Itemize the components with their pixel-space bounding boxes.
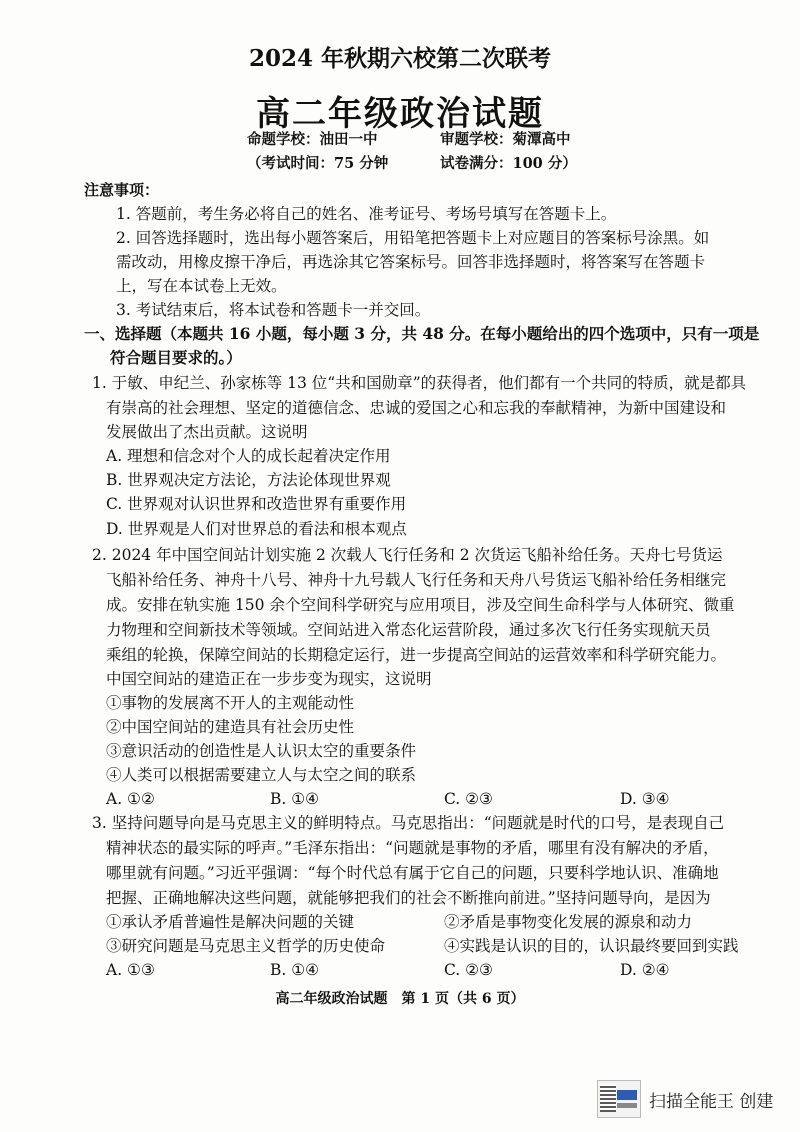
section-heading: 一、选择题（本题共 16 小题，每小题 3 分，共 48 分。在每小题给出的四个选项中，只有一项是 xyxy=(84,324,760,343)
question-2-text: 力物理和空间新技术等领域。空间站进入常态化运营阶段，通过多次飞行任务实现航天员 xyxy=(106,621,711,639)
question-3-text: 3. 坚持问题导向是马克思主义的鲜明特点。马克思指出：“问题就是时代的口号，是表现自己 xyxy=(92,814,725,832)
scanner-app-icon xyxy=(597,1080,641,1118)
question-2-statement-1: ①事物的发展离不开人的主观能动性 xyxy=(106,694,355,712)
question-1-option-c: C. 世界观对认识世界和改造世界有重要作用 xyxy=(106,495,407,513)
question-3-text: 哪里就有问题。”习近平强调：“每个时代总有属于它自己的问题，只要科学地认识、准确地 xyxy=(106,864,719,882)
question-2-option-a: A. ①② xyxy=(106,790,155,808)
exam-duration: （考试时间：75 分钟 xyxy=(247,155,389,172)
question-1-text: 发展做出了杰出贡献。这说明 xyxy=(106,423,308,441)
question-2-text: 乘组的轮换，保障空间站的长期稳定运行，进一步提高空间站的运营效率和科学研究能力。 xyxy=(106,646,727,664)
question-2-statement-2: ②中国空间站的建造具有社会历史性 xyxy=(106,718,355,736)
reviewer-school: 审题学校：菊潭高中 xyxy=(440,131,571,148)
question-2-option-b: B. ①④ xyxy=(270,790,320,808)
page-footer: 高二年级政治试题 第 1 页（共 6 页） xyxy=(275,991,525,1007)
section-heading-cont: 符合题目要求的。） xyxy=(110,348,242,367)
question-2-text: 中国空间站的建造正在一步步变为现实，这说明 xyxy=(106,670,432,688)
question-3-option-c: C. ②③ xyxy=(444,961,493,979)
question-1-text: 有崇高的社会理想、坚定的道德信念、忠诚的爱国之心和忘我的奉献精神，为新中国建设和 xyxy=(106,399,727,417)
question-1-text: 1. 于敏、申纪兰、孙家栋等 13 位“共和国勋章”的获得者，他们都有一个共同的特质，就是都具 xyxy=(92,374,747,392)
question-2-option-c: C. ②③ xyxy=(444,790,493,808)
question-1-option-b: B. 世界观决定方法论，方法论体现世界观 xyxy=(106,471,391,489)
question-3-statement-1: ①承认矛盾普遍性是解决问题的关键 xyxy=(106,913,355,931)
notice-item: 3. 考试结束后，将本试卷和答题卡一并交回。 xyxy=(116,301,431,319)
question-3-statement-3: ③研究问题是马克思主义哲学的历史使命 xyxy=(106,937,386,955)
notice-item: 上，写在本试卷上无效。 xyxy=(116,277,287,295)
notice-heading: 注意事项： xyxy=(84,181,160,199)
setter-school: 命题学校：油田一中 xyxy=(247,131,378,148)
question-3-statement-2: ②矛盾是事物变化发展的源泉和动力 xyxy=(444,913,693,931)
scanner-watermark-text: 扫描全能王 创建 xyxy=(649,1091,774,1112)
question-2-statement-3: ③意识活动的创造性是人认识太空的重要条件 xyxy=(106,742,417,760)
subject-title: 高二年级政治试题 xyxy=(256,94,544,134)
notice-item: 1. 答题前，考生务必将自己的姓名、准考证号、考场号填写在答题卡上。 xyxy=(116,205,617,223)
question-3-option-d: D. ②④ xyxy=(620,961,670,979)
question-2-option-d: D. ③④ xyxy=(620,790,670,808)
question-2-text: 成。安排在轨实施 150 余个空间科学研究与应用项目，涉及空间生命科学与人体研究、微重 xyxy=(106,596,735,614)
exam-title: 2024 年秋期六校第二次联考 xyxy=(248,45,552,72)
question-3-option-a: A. ①③ xyxy=(106,961,155,979)
notice-item: 2. 回答选择题时，选出每小题答案后，用铅笔把答题卡上对应题目的答案标号涂黑。如 xyxy=(116,229,710,247)
question-2-text: 2. 2024 年中国空间站计划实施 2 次载人飞行任务和 2 次货运飞船补给任务。天舟七号货运 xyxy=(92,546,723,564)
question-1-option-a: A. 理想和信念对个人的成长起着决定作用 xyxy=(106,447,391,465)
notice-item: 需改动，用橡皮擦干净后，再选涂其它答案标号。回答非选择题时，将答案写在答题卡 xyxy=(116,253,706,271)
question-1-option-d: D. 世界观是人们对世界总的看法和根本观点 xyxy=(106,520,407,538)
question-2-statement-4: ④人类可以根据需要建立人与太空之间的联系 xyxy=(106,766,417,784)
question-3-statement-4: ④实践是认识的目的，认识最终要回到实践 xyxy=(444,937,739,955)
question-3-option-b: B. ①④ xyxy=(270,961,320,979)
full-score: 试卷满分：100 分） xyxy=(440,155,577,172)
question-2-text: 飞船补给任务、神舟十八号、神舟十九号载人飞行任务和天舟八号货运飞船补给任务相继完 xyxy=(106,571,727,589)
question-3-text: 把握、正确地解决这些问题，就能够把我们的社会不断推向前进。”坚持问题导向，是因为 xyxy=(106,889,711,907)
scanner-watermark xyxy=(597,1080,773,1118)
question-3-text: 精神状态的最实际的呼声。”毛泽东指出：“问题就是事物的矛盾，哪里有没有解决的矛盾， xyxy=(106,839,719,857)
